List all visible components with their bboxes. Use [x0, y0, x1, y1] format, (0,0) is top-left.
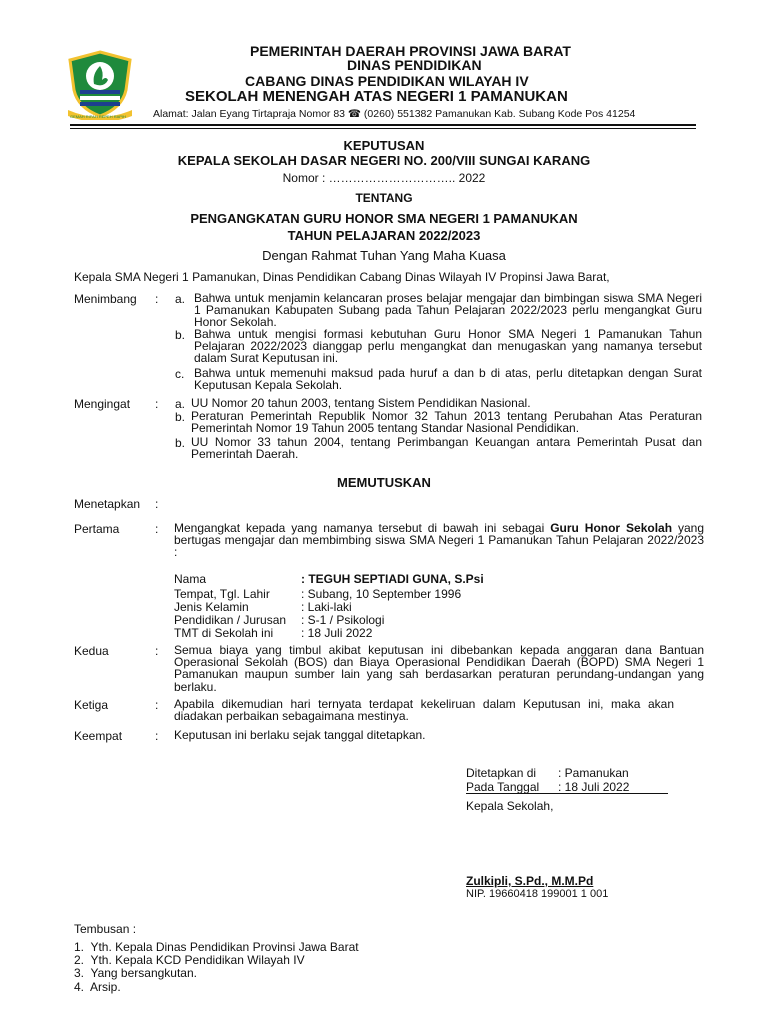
kedua-label: Kedua [74, 644, 109, 658]
kedua-text: Semua biaya yang timbul akibat keputusan ini dibebankan kepada anggaran dana Bantuan Operasional Sekolah (BOS) dan Biaya Operasional Pendidikan Daerah (BOPD) SMA Negeri 1 Pamanukan maupun sumber lain yang sah berdasarkan peraturan perundang-undangan yang berlaku. [174, 643, 704, 694]
title-tentang: TENTANG [355, 191, 413, 205]
person-ttl-label: Tempat, Tgl. Lahir [174, 587, 270, 601]
memutuskan-heading: MEMUTUSKAN [337, 475, 431, 490]
title-nomor: Nomor : ………………………….. 2022 [282, 171, 486, 185]
sign-nip: NIP. 19660418 199001 1 001 [466, 888, 609, 900]
provincial-logo [66, 50, 134, 120]
kedua-colon: : [155, 644, 159, 658]
ketiga-label: Ketiga [74, 698, 109, 712]
person-tmt-label: TMT di Sekolah ini [174, 626, 274, 640]
person-pend-label: Pendidikan / Jurusan [174, 613, 287, 627]
menimbang-colon: : [155, 292, 159, 306]
letterhead-line3: CABANG DINAS PENDIDIKAN WILAYAH IV [245, 73, 529, 89]
sign-jabatan: Kepala Sekolah, [466, 799, 554, 813]
ketiga-colon: : [155, 698, 159, 712]
menetapkan-colon: : [155, 497, 159, 511]
menimbang-b-text: Bahwa untuk mengisi formasi kebutuhan Guru Honor SMA Negeri 1 Pamanukan Tahun Pelajaran 2022/2023 dianggap perlu mengangkat dan menugaskan yang namanya tersebut dalam Surat Keputusan ini. [194, 327, 702, 366]
intro-text: Kepala SMA Negeri 1 Pamanukan, Dinas Pendidikan Cabang Dinas Wilayah IV Propinsi Jawa Barat, [74, 270, 610, 284]
menetapkan-label: Menetapkan [74, 497, 141, 511]
menimbang-c-text: Bahwa untuk memenuhi maksud pada huruf a dan b di atas, perlu ditetapkan dengan Surat Keputusan Kepala Sekolah. [194, 366, 702, 393]
title-rahmat: Dengan Rahmat Tuhan Yang Maha Kuasa [262, 248, 506, 263]
letterhead-rule-thin [70, 128, 696, 129]
pertama-text-before: Mengangkat kepada yang namanya tersebut di bawah ini sebagai [174, 521, 551, 535]
title-subject2: TAHUN PELAJARAN 2022/2023 [287, 228, 481, 243]
tembusan-item: 4. Arsip. [74, 980, 121, 994]
person-nama-value: : TEGUH SEPTIADI GUNA, S.Psi [301, 572, 484, 586]
mengingat-colon: : [155, 397, 159, 411]
menimbang-a-letter: a. [175, 292, 186, 306]
mengingat-a-text: UU Nomor 20 tahun 2003, tentang Sistem Pendidikan Nasional. [191, 396, 531, 410]
letterhead-line1: PEMERINTAH DAERAH PROVINSI JAWA BARAT [250, 43, 571, 59]
person-pend-value: : S-1 / Psikologi [301, 613, 385, 627]
sign-ditetapkan-value: : Pamanukan [558, 766, 629, 780]
pertama-colon: : [155, 522, 159, 536]
menimbang-label: Menimbang [74, 292, 137, 306]
pertama-text-after: yang bertugas mengajar dan membimbing siswa SMA Negeri 1 Pamanukan Tahun Pelajaran 2022/2023 : [174, 521, 704, 560]
sign-ditetapkan-label: Ditetapkan di [466, 766, 537, 780]
pertama-text-bold: Guru Honor Sekolah [550, 521, 673, 535]
title-keputusan: KEPUTUSAN [343, 138, 425, 153]
letterhead-address: Alamat: Jalan Eyang Tirtapraja Nomor 83 ☎ (0260) 551382 Pamanukan Kab. Subang Kode Pos 41254 [153, 108, 636, 120]
sign-name: Zulkipli, S.Pd., M.M.Pd [466, 874, 594, 888]
tembusan-item: 1. Yth. Kepala Dinas Pendidikan Provinsi Jawa Barat [74, 940, 359, 954]
tembusan-label: Tembusan : [74, 922, 137, 936]
person-ttl-value: : Subang, 10 September 1996 [301, 587, 462, 601]
title-subject1: PENGANGKATAN GURU HONOR SMA NEGERI 1 PAMANUKAN [190, 211, 578, 226]
person-tmt-value: : 18 Juli 2022 [301, 626, 373, 640]
mengingat-b-text: Peraturan Pemerintah Republik Nomor 32 Tahun 2013 tentang Perubahan Atas Peraturan Pemerintah Nomor 19 Tahun 2005 tentang Standar Nasional Pendidikan. [191, 409, 702, 436]
mengingat-b-letter: b. [175, 410, 186, 424]
person-nama-label: Nama [174, 572, 207, 586]
sign-tanggal-label: Pada Tanggal [466, 780, 540, 794]
tembusan-item: 3. Yang bersangkutan. [74, 966, 197, 980]
sign-rule [466, 793, 668, 794]
mengingat-c-text: UU Nomor 33 tahun 2004, tentang Perimbangan Keuangan antara Pemerintah Pusat dan Pemerintah Daerah. [191, 435, 702, 462]
mengingat-a-letter: a. [175, 397, 186, 411]
tembusan-item: 2. Yth. Kepala KCD Pendidikan Wilayah IV [74, 953, 305, 967]
menimbang-c-letter: c. [175, 367, 185, 381]
menimbang-a-text: Bahwa untuk menjamin kelancaran proses belajar mengajar dan bimbingan siswa SMA Negeri 1 Pamanukan Kabupaten Subang pada Tahun Pelajaran 2022/2023 perlu mengangkat Guru Honor Sekolah. [194, 291, 702, 330]
keempat-text: Keputusan ini berlaku sejak tanggal ditetapkan. [174, 728, 426, 742]
mengingat-c-letter: b. [175, 436, 186, 450]
pertama-label: Pertama [74, 522, 120, 536]
sign-tanggal-value: : 18 Juli 2022 [558, 780, 630, 794]
mengingat-label: Mengingat [74, 397, 131, 411]
letterhead-school: SEKOLAH MENENGAH ATAS NEGERI 1 PAMANUKAN [185, 88, 568, 105]
title-kepala: KEPALA SEKOLAH DASAR NEGERI NO. 200/VIII SUNGAI KARANG [177, 153, 591, 168]
person-jk-value: : Laki-laki [301, 600, 352, 614]
menimbang-b-letter: b. [175, 328, 186, 342]
keempat-label: Keempat [74, 729, 123, 743]
ketiga-text: Apabila dikemudian hari ternyata terdapat kekeliruan dalam Keputusan ini, maka akan diadakan perbaikan sebagaimana mestinya. [174, 697, 674, 724]
letterhead-line2: DINAS PENDIDIKAN [347, 57, 482, 73]
keempat-colon: : [155, 729, 159, 743]
person-jk-label: Jenis Kelamin [174, 600, 249, 614]
letterhead-rule-thick [70, 124, 696, 126]
logo-motto: GEMAH RIPAH REPEH RAPIH [70, 114, 126, 119]
pertama-text [174, 522, 704, 559]
